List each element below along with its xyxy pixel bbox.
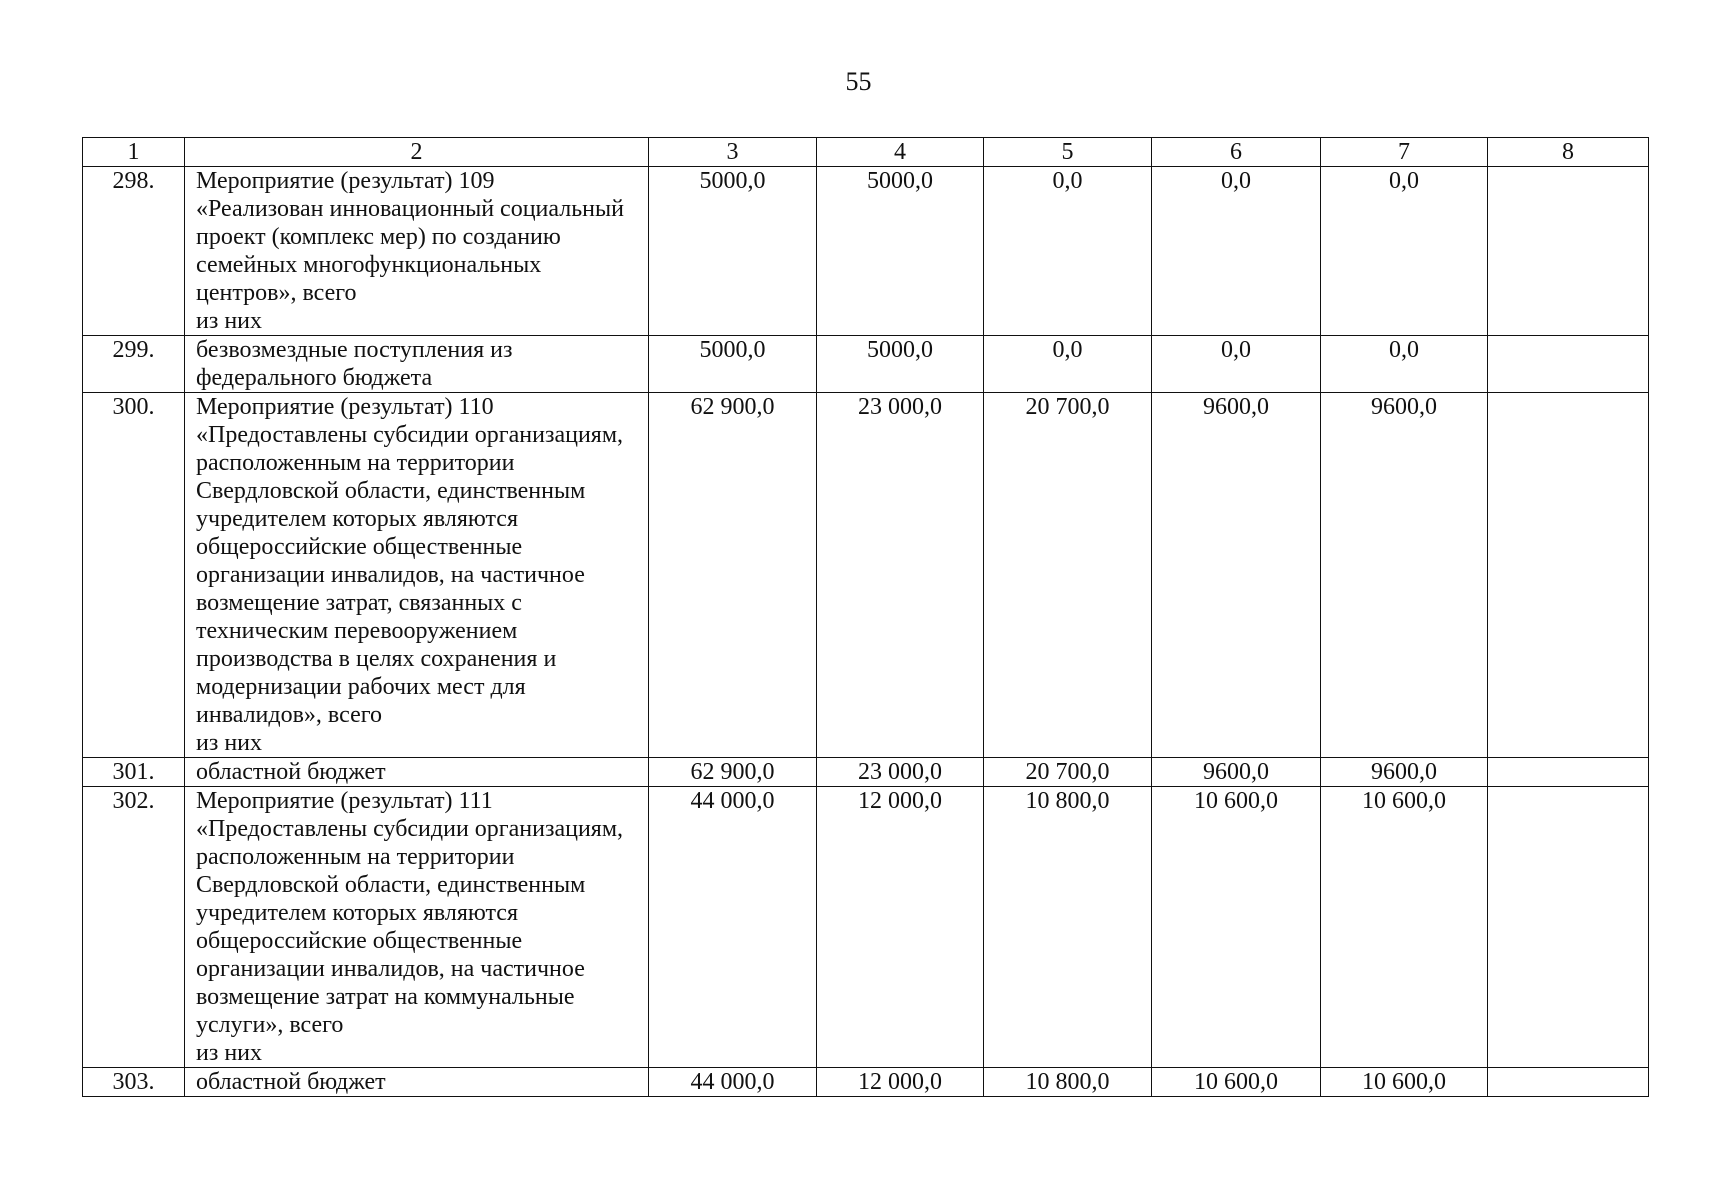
value-cell-col4: 5000,0 [817,336,984,393]
value-cell-col5: 0,0 [984,167,1152,336]
description-cell: областной бюджет [185,758,649,787]
description-cell: Мероприятие (результат) 110 «Предоставлены субсидии организациям, расположенным на территории Свердловской области, единственным учредителем которых являются общероссийские общественные организации инвалидов, на частичное возмещение затрат, связанных с техническим перевооружением производства в целях сохранения и модернизации рабочих мест для инвалидов», всего из них [185,393,649,758]
row-number-cell: 300. [83,393,185,758]
page-number: 55 [845,67,872,96]
value-cell-col4: 23 000,0 [817,758,984,787]
value-cell-col5: 20 700,0 [984,393,1152,758]
value-cell-col4: 12 000,0 [817,787,984,1068]
value-cell-col6: 0,0 [1152,336,1321,393]
row-number-cell: 299. [83,336,185,393]
header-cell-4: 4 [817,138,984,167]
value-cell-col3: 44 000,0 [649,787,817,1068]
value-cell-col3: 5000,0 [649,167,817,336]
value-cell-col6: 10 600,0 [1152,787,1321,1068]
row-number-cell: 301. [83,758,185,787]
value-cell-col7: 0,0 [1321,336,1488,393]
header-cell-3: 3 [649,138,817,167]
header-cell-6: 6 [1152,138,1321,167]
value-cell-col5: 10 800,0 [984,1068,1152,1097]
value-cell-col5: 10 800,0 [984,787,1152,1068]
empty-cell-col8 [1488,758,1649,787]
header-cell-2: 2 [185,138,649,167]
value-cell-col6: 0,0 [1152,167,1321,336]
header-cell-7: 7 [1321,138,1488,167]
empty-cell-col8 [1488,1068,1649,1097]
budget-table [82,137,1649,1097]
header-cell-5: 5 [984,138,1152,167]
description-cell: безвозмездные поступления из федерального бюджета [185,336,649,393]
value-cell-col7: 9600,0 [1321,393,1488,758]
description-cell: Мероприятие (результат) 111 «Предоставлены субсидии организациям, расположенным на территории Свердловской области, единственным учредителем которых являются общероссийские общественные организации инвалидов, на частичное возмещение затрат на коммунальные услуги», всего из них [185,787,649,1068]
header-cell-1: 1 [83,138,185,167]
value-cell-col6: 9600,0 [1152,758,1321,787]
value-cell-col6: 10 600,0 [1152,1068,1321,1097]
empty-cell-col8 [1488,787,1649,1068]
value-cell-col5: 20 700,0 [984,758,1152,787]
table-row [83,167,1649,336]
row-number-cell: 303. [83,1068,185,1097]
header-cell-8: 8 [1488,138,1649,167]
value-cell-col3: 62 900,0 [649,393,817,758]
table-row [83,1068,1649,1097]
table-row [83,393,1649,758]
value-cell-col7: 9600,0 [1321,758,1488,787]
empty-cell-col8 [1488,167,1649,336]
value-cell-col4: 5000,0 [817,167,984,336]
table-row [83,758,1649,787]
table-header-row [83,138,1649,167]
table-row [83,787,1649,1068]
value-cell-col3: 44 000,0 [649,1068,817,1097]
value-cell-col4: 12 000,0 [817,1068,984,1097]
empty-cell-col8 [1488,336,1649,393]
value-cell-col7: 0,0 [1321,167,1488,336]
row-number-cell: 298. [83,167,185,336]
empty-cell-col8 [1488,393,1649,758]
value-cell-col3: 62 900,0 [649,758,817,787]
value-cell-col7: 10 600,0 [1321,1068,1488,1097]
description-cell: Мероприятие (результат) 109 «Реализован инновационный социальный проект (комплекс мер) по созданию семейных многофункциональных центров», всего из них [185,167,649,336]
row-number-cell: 302. [83,787,185,1068]
table-row [83,336,1649,393]
value-cell-col3: 5000,0 [649,336,817,393]
description-cell: областной бюджет [185,1068,649,1097]
value-cell-col7: 10 600,0 [1321,787,1488,1068]
value-cell-col4: 23 000,0 [817,393,984,758]
value-cell-col6: 9600,0 [1152,393,1321,758]
value-cell-col5: 0,0 [984,336,1152,393]
